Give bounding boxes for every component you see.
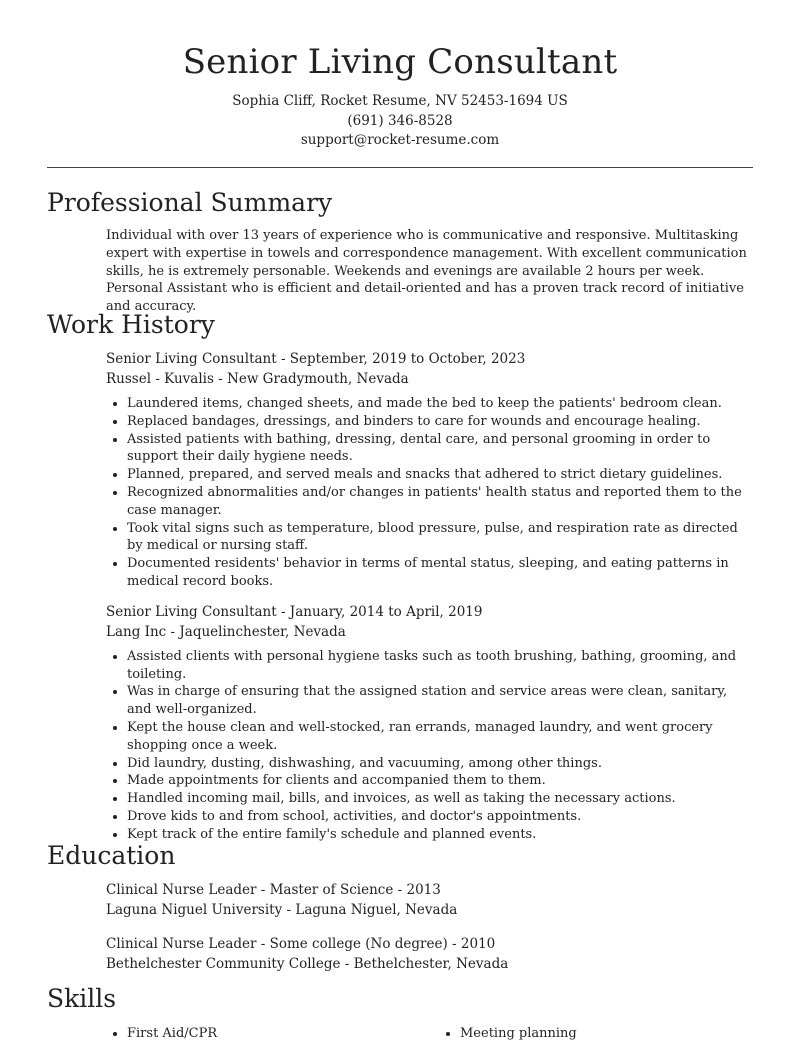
job-bullets (106, 648, 753, 844)
contact-address: Sophia Cliff, Rocket Resume, NV 52453-1694 US (232, 93, 568, 109)
job-title-line: Senior Living Consultant - September, 2019 to October, 2023 (106, 351, 526, 367)
job-bullets (106, 395, 753, 591)
list-item: • Assisted patients with bathing, dressing, dental care, and personal grooming in order to support their daily hygiene needs. (127, 431, 753, 467)
list-item: • Assisted clients with personal hygiene tasks such as tooth brushing, bathing, grooming, and toileting. (127, 648, 753, 684)
job-entry (106, 602, 753, 844)
section-summary (47, 187, 753, 316)
section-title: Work History (47, 310, 215, 339)
section-skills (47, 983, 753, 1043)
contact-phone: (691) 346-8528 (347, 112, 453, 129)
skills-grid (106, 1025, 753, 1043)
list-item: • Planned, prepared, and served meals and snacks that adhered to strict dietary guidelines. (127, 466, 753, 484)
list-item: • Laundered items, changed sheets, and made the bed to keep the patients' bedroom clean. (127, 395, 753, 413)
job-company-line: Lang Inc - Jaquelinchester, Nevada (106, 623, 346, 640)
list-item: • Documented residents' behavior in terms of mental status, sleeping, and eating patterns in medical record books. (127, 555, 753, 591)
section-title: Professional Summary (47, 188, 333, 217)
job-entry (106, 349, 753, 591)
job-company-line: Russel - Kuvalis - New Gradymouth, Nevada (106, 371, 409, 387)
school-line: Laguna Niguel University - Laguna Niguel, Nevada (106, 902, 458, 918)
education-entry (106, 880, 753, 920)
section-title: Skills (47, 984, 117, 1013)
section-work-history (47, 309, 753, 844)
skill-item: • First Aid/CPR (127, 1025, 420, 1043)
summary-text: Individual with over 13 years of experience who is communicative and responsive. Multitasking expert with expertise in towels and correspondence management. With excellent communication skills, he is extremely personable. Weekends and evenings are available 2 hours per week. Personal Assistant who is efficient and detail-oriented and has a proven track record of initiative and accuracy. (106, 228, 747, 315)
candidate-title: Senior Living Consultant (182, 42, 618, 82)
skill-item: • Meeting planning (460, 1025, 753, 1043)
list-item: • Drove kids to and from school, activities, and doctor's appointments. (127, 808, 753, 826)
degree-line: Clinical Nurse Leader - Master of Science - 2013 (106, 882, 441, 898)
list-item: • Kept track of the entire family's schedule and planned events. (127, 826, 753, 844)
job-title-line: Senior Living Consultant - January, 2014 to April, 2019 (106, 603, 483, 620)
resume-header (0, 0, 800, 151)
list-item: • Handled incoming mail, bills, and invoices, as well as taking the necessary actions. (127, 790, 753, 808)
school-line: Bethelchester Community College - Bethelchester, Nevada (106, 956, 509, 972)
list-item: • Kept the house clean and well-stocked, ran errands, managed laundry, and went grocery shopping once a week. (127, 719, 753, 755)
section-title: Education (47, 841, 176, 870)
education-entry (106, 934, 753, 974)
contact-email: support@rocket-resume.com (300, 132, 500, 148)
list-item: • Did laundry, dusting, dishwashing, and vacuuming, among other things. (127, 755, 753, 773)
list-item: • Was in charge of ensuring that the assigned station and service areas were clean, sanitary, and well-organized. (127, 683, 753, 719)
header-divider (47, 167, 753, 168)
degree-line: Clinical Nurse Leader - Some college (No degree) - 2010 (106, 936, 496, 952)
list-item: • Recognized abnormalities and/or changes in patients' health status and reported them to the case manager. (127, 484, 753, 520)
skills-column-2 (439, 1025, 753, 1043)
skills-column-1 (106, 1025, 420, 1043)
contact-block (0, 92, 800, 151)
list-item: • Made appointments for clients and accompanied them to them. (127, 772, 753, 790)
section-education (47, 840, 753, 974)
list-item: • Replaced bandages, dressings, and binders to care for wounds and encourage healing. (127, 413, 753, 431)
list-item: • Took vital signs such as temperature, blood pressure, pulse, and respiration rate as directed by medical or nursing staff. (127, 520, 753, 556)
